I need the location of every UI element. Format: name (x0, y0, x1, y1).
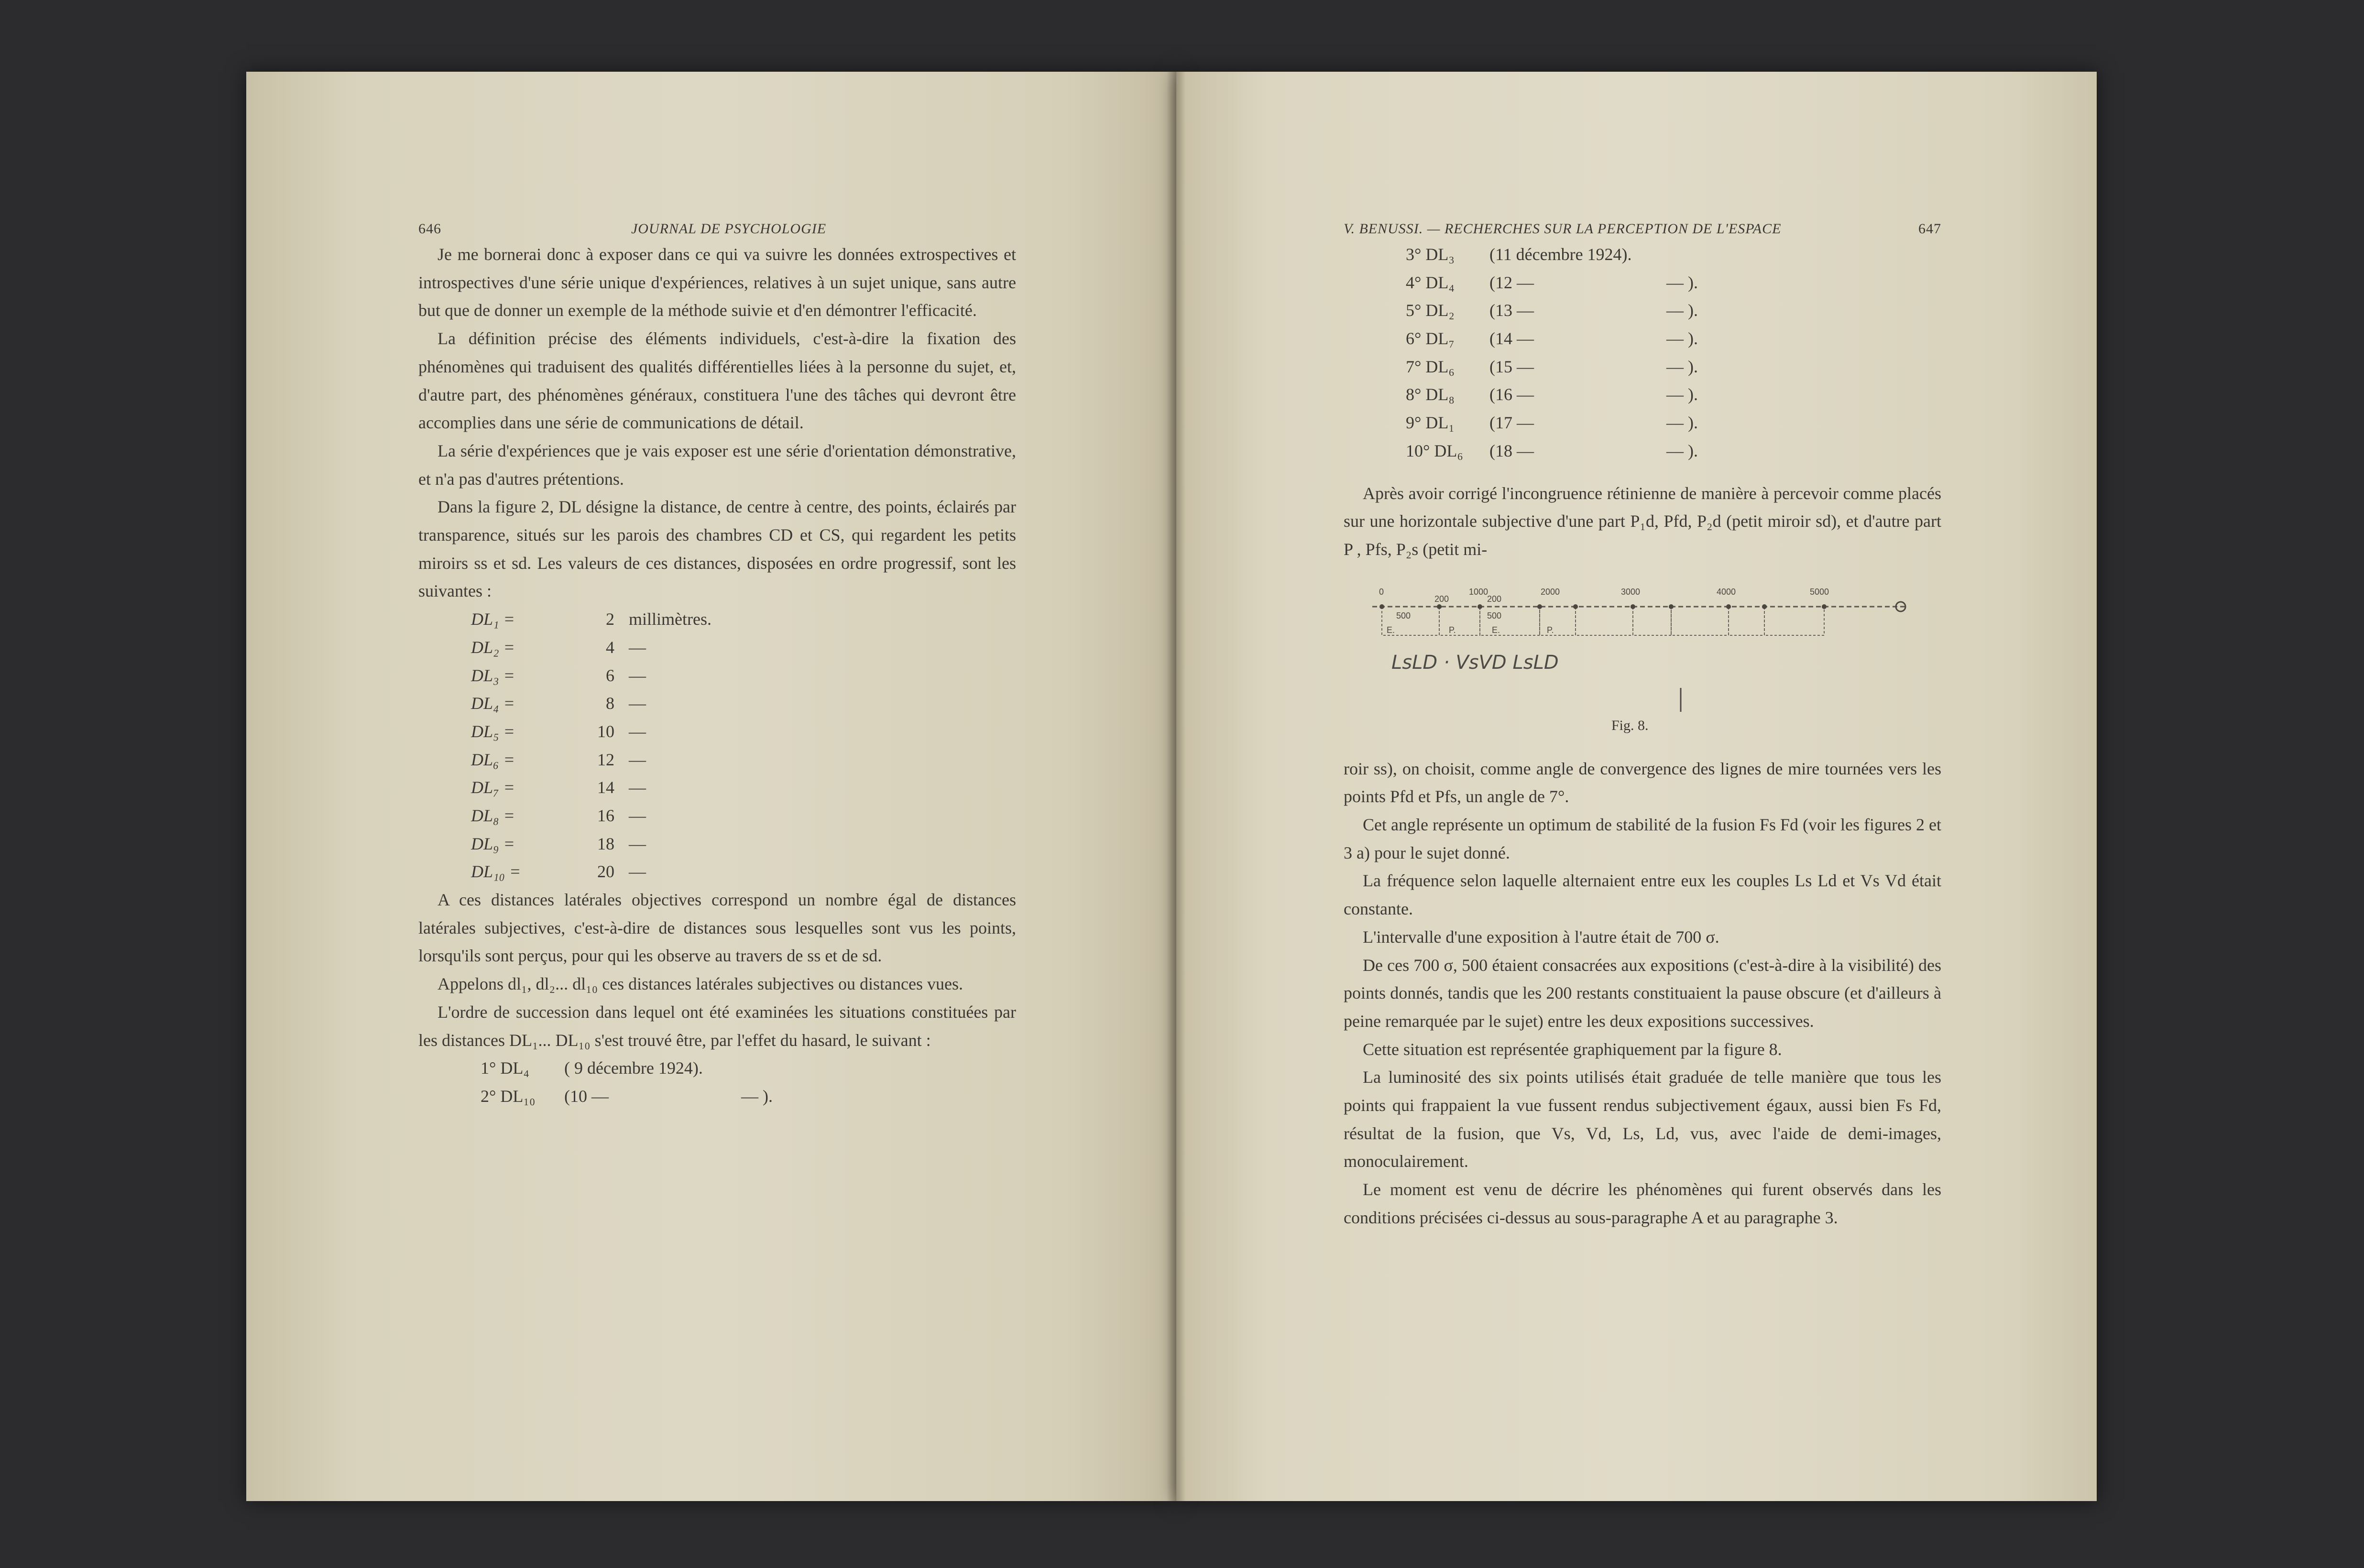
time-mark (1726, 604, 1731, 609)
date-row: 6° DL₇ (14 — — ). (1406, 329, 1698, 348)
paragraph: Dans la figure 2, DL désigne la distance, de centre à centre, des points, éclairés par transparence, situés sur les parois des chambres CD et CS, qui regardent les petits miroirs ss et sd. Les valeurs de ces distances, disposées en ordre progressif, sont les suivantes : (418, 497, 1016, 601)
distance-row: DL₉ = 18 — (471, 834, 646, 853)
time-mark (1762, 604, 1767, 609)
paragraph: La luminosité des six points utilisés était graduée de telle manière que tous les points qui frappaient la vue fussent rendus subjectivement égaux, aussi bien Fs Fd, résultat de la fusion, que Vs, Vd, Ls, Ld, vus, avec l'aide de demi-images, monoculairement. (1344, 1067, 1941, 1171)
paragraph: Après avoir corrigé l'incongruence rétinienne de manière à percevoir comme placés sur une horizontale subjective d'une part P₁d, Pfd, P₂d (petit miroir sd), et d'autre part P , Pfs, P₂s (petit mi- (1344, 483, 1941, 559)
phase-label: E. (1387, 625, 1395, 635)
phase-label: P. (1449, 625, 1456, 635)
date-row: 9° DL₁ (17 — — ). (1406, 413, 1698, 433)
distance-row: DL₁ = 2 millimètres. (471, 610, 711, 629)
distance-row: DL₆ = 12 — (471, 750, 646, 769)
distance-row: DL₄ = 8 — (471, 694, 646, 713)
distance-row: DL₇ = 14 — (471, 778, 646, 797)
paragraph: A ces distances latérales objectives correspond un nombre égal de distances latérales subjectives, c'est-à-dire de distances sous lesquelles sont vus les points, lorsqu'ils sont perçus, pour qui les observe au travers de ss et de sd. (418, 890, 1016, 966)
date-list (1406, 240, 1941, 465)
scale-label: 3000 (1621, 587, 1641, 597)
time-mark (1437, 604, 1442, 609)
paragraph: De ces 700 σ, 500 étaient consacrées aux expositions (c'est-à-dire à la visibilité) des points donnés, tandis que les 200 restants constituaient la pause obscure (et d'ailleurs à peine remarquée par le sujet) entre les deux expositions successives. (1344, 955, 1941, 1031)
date-row: 5° DL₂ (13 — — ). (1406, 301, 1698, 320)
date-row: 4° DL₄ (12 — — ). (1406, 272, 1698, 292)
page-number: 646 (418, 221, 441, 237)
date-row: 10° DL₆ (18 — — ). (1406, 441, 1698, 460)
scale-label: 1000 (1469, 587, 1488, 597)
time-mark (1379, 604, 1384, 609)
book-gutter (1167, 72, 1186, 1501)
paragraph: roir ss), on choisit, comme angle de convergence des lignes de mire tournées vers les points Pfd et Pfs, un angle de 7°. (1344, 759, 1941, 806)
figure-8 (1344, 568, 1941, 750)
time-mark (1631, 604, 1635, 609)
paragraph: L'intervalle d'une exposition à l'autre était de 700 σ. (1363, 927, 1719, 947)
handwritten-annotation: LsLD · VsVD LsLD (1391, 651, 1559, 674)
date-row: 3° DL₃ (11 décembre 1924). (1406, 245, 1632, 264)
segment-label: 500 (1396, 610, 1411, 621)
date-row: 1° DL₄ ( 9 décembre 1924). (481, 1058, 703, 1078)
left-page-content (418, 218, 1016, 1111)
paragraph: Cette situation est représentée graphiquement par la figure 8. (1363, 1039, 1782, 1059)
date-row: 8° DL₈ (16 — — ). (1406, 385, 1698, 404)
date-row: 2° DL₁₀ (10 — — ). (481, 1086, 773, 1106)
right-page (1176, 72, 2097, 1501)
right-page-content (1344, 218, 1941, 1232)
distance-row: DL₈ = 16 — (471, 806, 646, 825)
phase-label: P. (1547, 625, 1554, 635)
time-mark (1478, 604, 1482, 609)
paragraph: Appelons dl₁, dl₂... dl₁₀ ces distances latérales subjectives ou distances vues. (438, 974, 963, 994)
paragraph: L'ordre de succession dans lequel ont été examinées les situations constituées par les distances DL₁... DL₁₀ s'est trouvé être, par l'effet du hasard, le suivant : (418, 1002, 1016, 1050)
paragraph: Le moment est venu de décrire les phénomènes qui furent observés dans les conditions précisées ci-dessus au sous-paragraphe A et au paragraphe 3. (1344, 1180, 1941, 1227)
segment-label: 500 (1487, 610, 1502, 621)
scale-label: 200 (1487, 594, 1502, 604)
distance-list (471, 605, 1016, 886)
phase-label: E. (1492, 625, 1500, 635)
exposure-pulses (1382, 607, 1824, 635)
date-list (481, 1054, 1016, 1110)
paragraph: Je me bornerai donc à exposer dans ce qui va suivre les données extrospectives et introspectives d'une série unique d'expériences, relatives à un sujet unique, sans autre but que de donner un exemple de la méthode suivie et d'en démontrer l'efficacité. (418, 245, 1016, 320)
running-title: JOURNAL DE PSYCHOLOGIE (631, 221, 827, 237)
page-number: 647 (1918, 221, 1941, 237)
scale-label: 5000 (1810, 587, 1829, 597)
scale-label: 2000 (1541, 587, 1560, 597)
distance-row: DL₅ = 10 — (471, 721, 646, 741)
paragraph: La définition précise des éléments individuels, c'est-à-dire la fixation des phénomènes qui traduisent des qualités différentielles liées à la personne du sujet, et, d'autre part, des phénomènes généraux, constituera l'une des tâches qui devront être accomplies dans une série de communications de détail. (418, 329, 1016, 433)
right-header (1344, 218, 1941, 240)
time-mark (1537, 604, 1542, 609)
distance-row: DL₁₀ = 20 — (471, 862, 646, 882)
scale-label: 0 (1379, 587, 1384, 597)
time-mark (1669, 604, 1674, 609)
running-title: V. BENUSSI. — RECHERCHES SUR LA PERCEPTION DE L'ESPACE (1344, 221, 1782, 237)
scale-label: 200 (1434, 594, 1449, 604)
time-mark (1822, 604, 1827, 609)
paragraph: La série d'expériences que je vais exposer est une série d'orientation démonstrative, et n'a pas d'autres prétentions. (418, 441, 1016, 489)
date-row: 7° DL₆ (15 — — ). (1406, 357, 1698, 376)
left-header (418, 218, 1016, 240)
left-page (246, 72, 1176, 1501)
paragraph: La fréquence selon laquelle alternaient entre eux les couples Ls Ld et Vs Vd était constante. (1344, 871, 1941, 919)
figure-caption: Fig. 8. (1611, 717, 1649, 733)
time-mark (1573, 604, 1578, 609)
distance-row: DL₃ = 6 — (471, 665, 646, 685)
distance-row: DL₂ = 4 — (471, 637, 646, 657)
paragraph: Cet angle représente un optimum de stabilité de la fusion Fs Fd (voir les figures 2 et 3 a) pour le sujet donné. (1344, 815, 1941, 862)
scale-label: 4000 (1717, 587, 1736, 597)
